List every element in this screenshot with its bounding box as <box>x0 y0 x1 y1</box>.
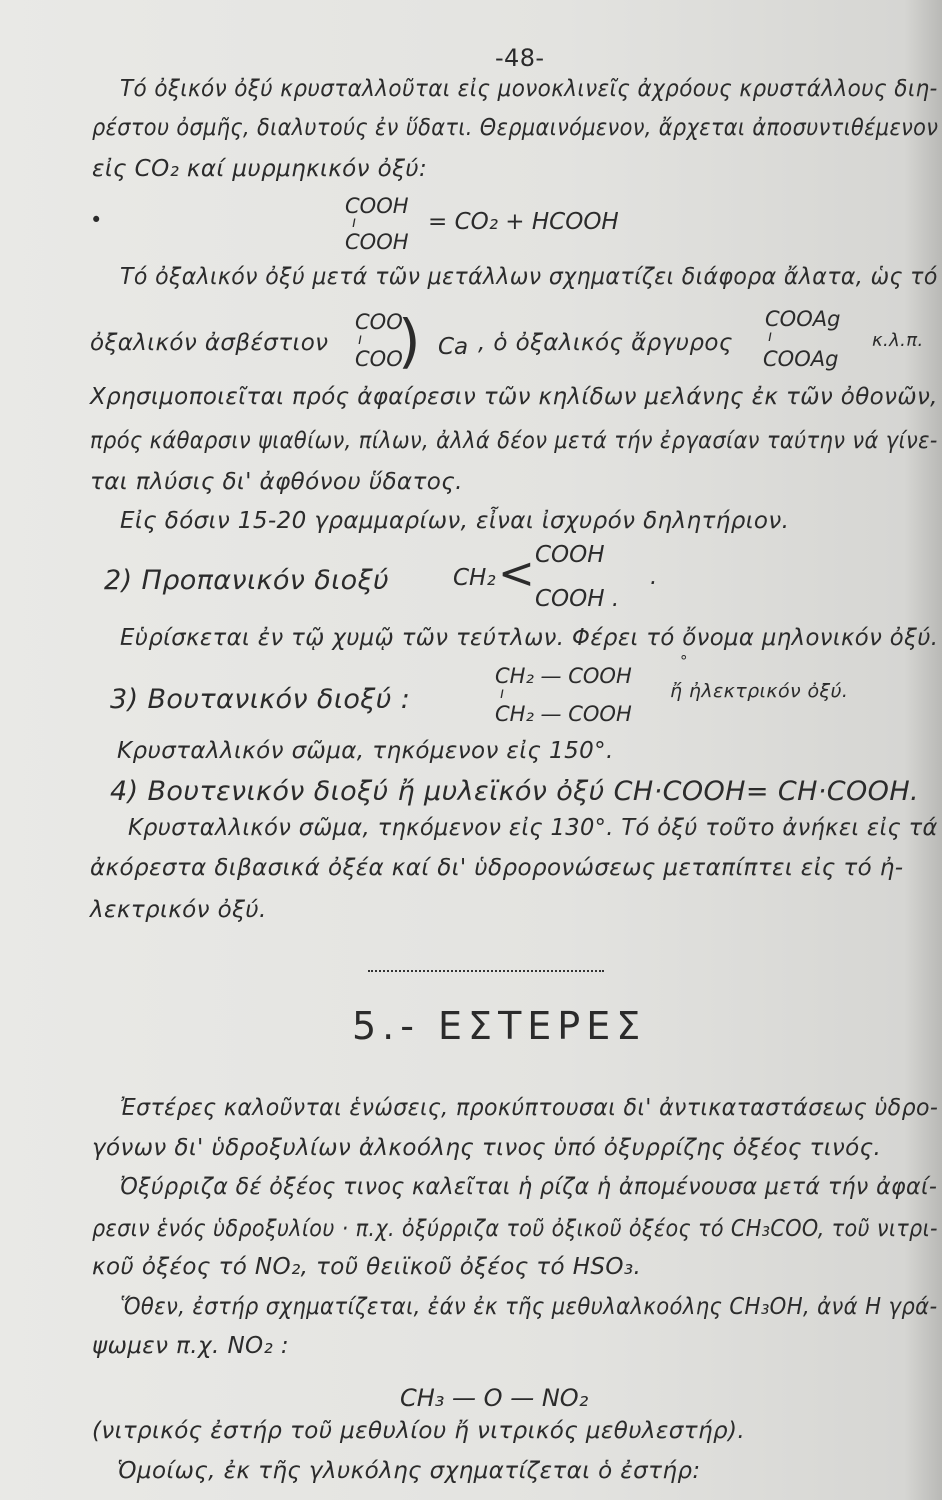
formula-oxalic-bar: ı <box>352 213 357 231</box>
text-line: Κρυσταλλικόν σῶμα, τηκόμενον εἰς 150°. <box>117 738 614 764</box>
text-line: γόνων δι' ὑδροξυλίων ἀλκοόλης τινος ὑπό ὀξυρρίζης ὀξέος τινός. <box>92 1135 882 1161</box>
formula-ca-top: COO <box>355 310 403 334</box>
text-line: ἀκόρεστα διβασικά ὀξέα καί δι' ὑδρορονώσεως μεταπίπτει εἰς τό ἠ- <box>90 855 904 881</box>
formula-ag-top: COOAg <box>765 307 841 331</box>
formula-ca-bar: ı <box>358 330 363 348</box>
text-line: ὀξαλικόν ἀσβέστιον <box>90 330 329 356</box>
text-line: (νιτρικός ἐστήρ τοῦ μεθυλίου ἤ νιτρικός μεθυλεστήρ). <box>92 1418 746 1444</box>
text-line: 4) Βουτενικόν διοξύ ἤ μυλεϊκόν ὀξύ CH·COOH= CH·COOH. <box>110 776 920 807</box>
text-line: ἤ ἠλεκτρικόν ὀξύ. <box>670 680 849 702</box>
text-line: κοῦ ὀξέος τό NO₂, τοῦ θειϊκοῦ ὀξέος τό HSO₃. <box>92 1254 642 1280</box>
text-line: Ὀξύρριζα δέ ὀξέος τινος καλεῖται ἡ ρίζα ἡ ἀπομένουσα μετά τήν ἀφαί- <box>120 1174 938 1200</box>
text-line: πρός κάθαρσιν ψιαθίων, πίλων, ἀλλά δέον μετά τήν ἐργασίαν ταύτην νά γίνε- <box>90 428 938 454</box>
text-line: Χρησιμοποιεῖται πρός ἀφαίρεσιν τῶν κηλίδων μελάνης ἐκ τῶν ὀθονῶν, <box>90 384 938 410</box>
text-line: ρεσιν ἑνός ὑδροξυλίου · π.χ. ὀξύρριζα τοῦ ὀξικοῦ ὀξέος τό CH₃COO, τοῦ νιτρι- <box>92 1216 938 1242</box>
formula-ester: CH₃ — O — NO₂ <box>400 1384 589 1412</box>
formula-malonic-ch2: CH₂ <box>453 565 496 591</box>
text-line: εἰς CO₂ καί μυρμηκικόν ὀξύ: <box>92 156 428 182</box>
text-line: Ὅθεν, ἐστήρ σχηματίζεται, ἐάν ἐκ τῆς μεθυλαλκοόλης CH₃OH, ἀνά H γρά- <box>120 1294 938 1320</box>
text-line: κ.λ.π. <box>872 330 924 351</box>
text-line: , ὁ ὀξαλικός ἄργυρος <box>478 330 733 356</box>
text-line: 2) Προπανικόν διοξύ <box>104 565 390 596</box>
section-divider <box>368 970 604 972</box>
text-line: ψωμεν π.χ. NO₂ : <box>92 1333 290 1359</box>
formula-malonic-dot: . <box>650 564 658 590</box>
text-line: Ὁμοίως, ἐκ τῆς γλυκόλης σχηματίζεται ὁ ἐστήρ: <box>117 1458 701 1484</box>
formula-oxalic-rhs: = CO₂ + HCOOH <box>428 209 619 235</box>
circle-mark: ° <box>680 652 688 670</box>
formula-succinic-bottom: CH₂ — COOH <box>495 702 632 726</box>
formula-malonic-bracket: < <box>498 548 535 599</box>
formula-oxalic-bottom: COOH <box>345 230 409 254</box>
formula-oxalic-top: COOH <box>345 194 409 218</box>
formula-succinic-bar: ı <box>500 684 505 702</box>
text-line: Εἰς δόσιν 15-20 γραμμαρίων, εἶναι ἰσχυρόν δηλητήριον. <box>120 508 790 534</box>
text-line: ται πλύσις δι' ἀφθόνου ὕδατος. <box>90 469 463 495</box>
text-line: Τό ὀξαλικόν ὀξύ μετά τῶν μετάλλων σχηματίζει διάφορα ἄλατα, ὡς τό <box>120 264 938 290</box>
formula-malonic-bottom: COOH . <box>535 586 620 612</box>
formula-succinic-top: CH₂ — COOH <box>495 664 632 688</box>
bullet-mark: • <box>90 208 103 232</box>
text-line: Τό ὀξικόν ὀξύ κρυσταλλοῦται εἰς μονοκλινεῖς ἀχρόους κρυστάλλους διη- <box>120 76 938 102</box>
text-line: Ἐστέρες καλοῦνται ἑνώσεις, προκύπτουσαι δι' ἀντικαταστάσεως ὑδρο- <box>120 1095 939 1121</box>
formula-ca-symbol: Ca <box>438 334 469 360</box>
formula-ca-bottom: COO <box>355 347 403 371</box>
text-line: ρέστου ὀσμῆς, διαλυτούς ἐν ὕδατι. Θερμαινόμενον, ἄρχεται ἀποσυντιθέμενον <box>92 115 939 141</box>
section-heading: 5.- ΕΣΤΕΡΕΣ <box>352 1004 647 1048</box>
text-line: λεκτρικόν ὀξύ. <box>90 897 267 923</box>
page-number: -48- <box>495 44 545 72</box>
text-line: Εὑρίσκεται ἐν τῷ χυμῷ τῶν τεύτλων. Φέρει τό ὄνομα μηλονικόν ὀξύ. <box>120 625 939 651</box>
formula-ag-bar: ı <box>768 327 773 345</box>
formula-ca-brace: ) <box>398 307 421 375</box>
formula-ag-bottom: COOAg <box>763 347 839 371</box>
text-line: 3) Βουτανικόν διοξύ : <box>110 684 411 715</box>
formula-malonic-top: COOH <box>535 542 605 568</box>
text-line: Κρυσταλλικόν σῶμα, τηκόμενον εἰς 130°. Τό ὀξύ τοῦτο ἀνήκει εἰς τά <box>128 815 938 841</box>
